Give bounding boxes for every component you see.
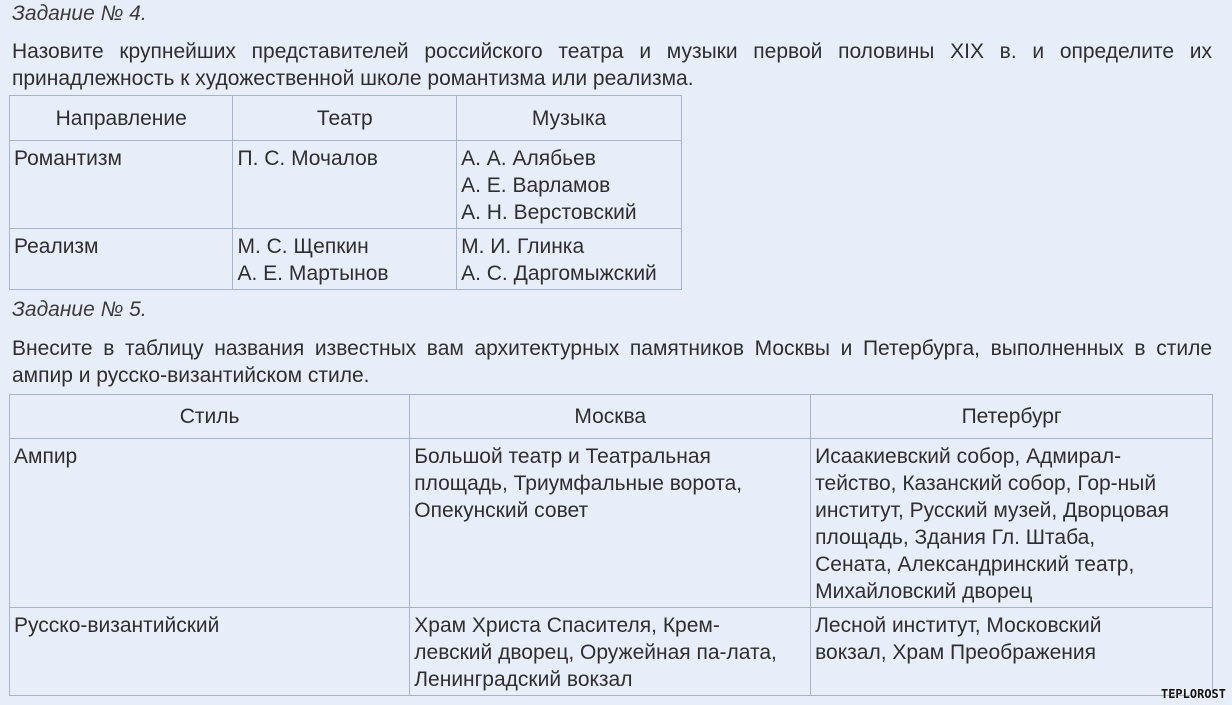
task5-text: Внесите в таблицу названия известных вам архитектурных памятников Москвы и Петербурга, выполненных в стиле ампир и русско-византийском стиле. [12, 337, 1212, 387]
task5-cell-style [10, 608, 410, 696]
cell-line: левский дворец, Оружейная па-лата, [414, 641, 777, 664]
cell-line: Русско-византийский [14, 614, 220, 637]
task5-header-moscow: Москва [410, 395, 811, 439]
task5-header-petersburg: Петербург [811, 395, 1213, 439]
cell-line: А. Е. Мартынов [237, 262, 389, 285]
task4-table [9, 95, 682, 290]
cell-line: тейство, Казанский собор, Гор-ный [815, 472, 1157, 495]
cell-line: Лесной институт, Московский [815, 614, 1102, 637]
task4-cell-theatre [233, 141, 457, 229]
task4-cell-music [457, 229, 682, 290]
task4-header-music: Музыка [457, 96, 682, 141]
cell-line: Романтизм [14, 147, 122, 170]
task5-cell-moscow [410, 439, 811, 608]
task5-cell-style [10, 439, 410, 608]
cell-line: М. И. Глинка [461, 235, 585, 258]
task5-title: Задание № 5. [12, 298, 147, 321]
cell-line: М. С. Щепкин [237, 235, 369, 258]
task4-header-direction: Направление [10, 96, 233, 141]
cell-line: А. А. Алябьев [461, 147, 596, 170]
task5-cell-moscow [410, 608, 811, 696]
table-row [10, 608, 1213, 696]
task4-header-theatre: Театр [233, 96, 457, 141]
task5-table [9, 394, 1213, 696]
cell-line: Храм Христа Спасителя, Крем- [414, 614, 720, 637]
task4-cell-direction [10, 229, 233, 290]
cell-line: Большой театр и Театральная [414, 445, 711, 468]
watermark: TEPLOROST [1160, 687, 1226, 701]
task4-cell-theatre [233, 229, 457, 290]
task5-cell-petersburg [811, 608, 1213, 696]
task4-header-row [10, 96, 682, 141]
task5-cell-petersburg [811, 439, 1213, 608]
task4-cell-direction [10, 141, 233, 229]
cell-line: площадь, Здания Гл. Штаба, [815, 526, 1096, 549]
cell-line: институт, Русский музей, Дворцовая [815, 499, 1169, 522]
cell-line: А. Е. Варламов [461, 174, 611, 197]
cell-line: Ленинградский вокзал [414, 668, 633, 691]
cell-line: А. С. Даргомыжский [461, 262, 657, 285]
task5-header-style: Стиль [10, 395, 410, 439]
task4-text: Назовите крупнейших представителей российского театра и музыки первой половины XIX в. и определите их принадлежность к художественной школе романтизма или реализма. [12, 40, 1212, 90]
cell-line: П. С. Мочалов [237, 147, 378, 170]
cell-line: Михайловский дворец [815, 580, 1033, 603]
cell-line: А. Н. Верстовский [461, 201, 637, 224]
task5-header-row [10, 395, 1213, 439]
cell-line: Опекунский совет [414, 499, 589, 522]
cell-line: Сената, Александринский театр, [815, 553, 1135, 576]
table-row [10, 141, 682, 229]
cell-line: вокзал, Храм Преображения [815, 641, 1096, 664]
cell-line: Реализм [14, 235, 99, 258]
table-row [10, 229, 682, 290]
cell-line: площадь, Триумфальные ворота, [414, 472, 743, 495]
cell-line: Исаакиевский собор, Адмирал- [815, 445, 1122, 468]
task4-title: Задание № 4. [12, 2, 147, 25]
cell-line: Ампир [14, 445, 78, 468]
table-row [10, 439, 1213, 608]
task4-cell-music [457, 141, 682, 229]
